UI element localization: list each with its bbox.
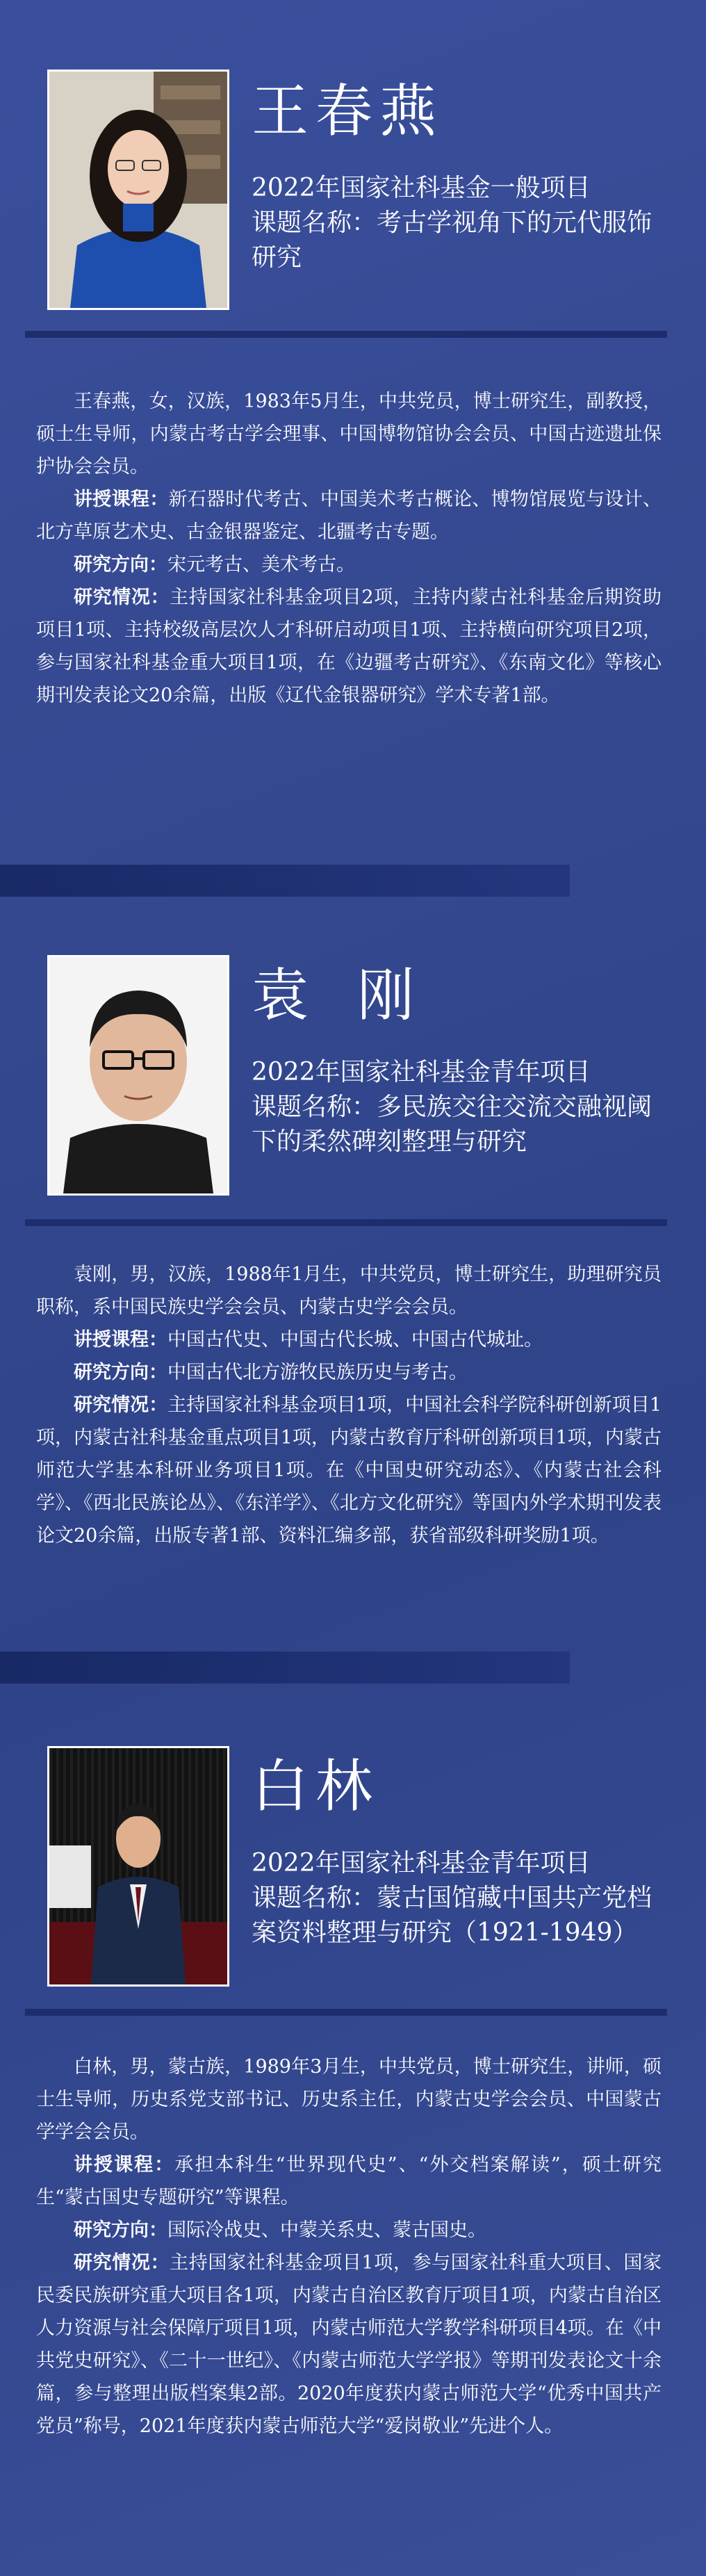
project-type: 2022年国家社科基金一般项目	[252, 174, 591, 202]
status-label: 研究情况：	[74, 1394, 168, 1416]
bio-research	[36, 2214, 662, 2247]
profile-photo	[47, 70, 229, 310]
project-info	[252, 171, 668, 275]
research-text: 中国古代北方游牧民族历史与考古。	[167, 1362, 468, 1383]
portrait-image	[49, 957, 227, 1193]
person-name: 王春燕	[252, 79, 444, 145]
separator-band	[0, 865, 570, 897]
bio-research	[36, 1356, 662, 1389]
status-text: 主持国家社科基金项目2项，主持内蒙古社科基金后期资助项目1项、主持校级高层次人才科研启动项目1项、主持横向研究项目2项，参与国家社科基金重大项目1项，在《边疆考古研究》、《东南文化》等核心期刊发表论文20余篇，出版《辽代金银器研究》学术专著1部。	[36, 587, 662, 706]
person-name: 袁 刚	[252, 963, 430, 1029]
bio-courses	[36, 1323, 662, 1356]
bio-status	[36, 1389, 662, 1552]
courses-text: 中国古代史、中国古代长城、中国古代城址。	[167, 1329, 543, 1351]
courses-label: 讲授课程：	[74, 489, 169, 510]
profile-photo	[47, 955, 229, 1196]
status-label: 研究情况：	[74, 2252, 170, 2274]
project-type: 2022年国家社科基金青年项目	[252, 1849, 591, 1877]
research-label: 研究方向：	[74, 1362, 167, 1383]
bio-courses	[36, 483, 662, 548]
portrait-image	[49, 1748, 227, 1984]
project-title: 课题名称：蒙古国馆藏中国共产党档案资料整理与研究（1921-1949）	[252, 1884, 652, 1947]
portrait-image	[49, 72, 227, 308]
project-title: 课题名称：多民族交往交流交融视阈下的柔然碑刻整理与研究	[252, 1093, 652, 1156]
person-name: 白林	[252, 1754, 380, 1820]
bio-intro: 王春燕，女，汉族，1983年5月生，中共党员，博士研究生，副教授，硕士生导师，内蒙古考古学会理事、中国博物馆协会会员、中国古迹遗址保护协会会员。	[36, 391, 662, 478]
status-text: 主持国家社科基金项目1项，参与国家社科重大项目、国家民委民族研究重大项目各1项，内蒙古自治区教育厅项目1项，内蒙古自治区人力资源与社会保障厅项目1项，内蒙古师范大学教学科研项目4项。在《中共党史研究》、《二十一世纪》、《内蒙古师范大学学报》等期刊发表论文十余篇，参与整理出版档案集2部。2020年度获内蒙古师范大学“优秀中国共产党员”称号，2021年度获内蒙古师范大学“爱岗敬业”先进个人。	[36, 2252, 662, 2437]
status-text: 主持国家社科基金项目1项，中国社会科学院科研创新项目1项，内蒙古社科基金重点项目1项，内蒙古教育厅科研创新项目1项，内蒙古师范大学基本科研业务项目1项。在《中国史研究动态》、《内蒙古社会科学》、《西北民族论丛》、《东洋学》、《北方文化研究》等国内外学术期刊发表论文20余篇，出版专著1部、资料汇编多部，获省部级科研奖励1项。	[36, 1394, 662, 1547]
bio-status	[36, 581, 662, 712]
research-text: 宋元考古、美术考古。	[167, 554, 355, 576]
section-divider	[25, 2009, 667, 2016]
courses-label: 讲授课程：	[74, 1329, 167, 1351]
bio-status	[36, 2247, 662, 2443]
project-info	[252, 1055, 668, 1159]
project-info	[252, 1846, 668, 1950]
separator-band	[0, 1652, 570, 1684]
research-text: 国际冷战史、中蒙关系史、蒙古国史。	[167, 2219, 486, 2241]
courses-text: 承担本科生“世界现代史”、“外交档案解读”，硕士研究生“蒙古国史专题研究”等课程。	[36, 2154, 662, 2208]
research-label: 研究方向：	[74, 554, 167, 576]
bio-research	[36, 548, 662, 581]
section-divider	[25, 331, 667, 338]
profile-photo	[47, 1746, 229, 1987]
courses-text: 新石器时代考古、中国美术考古概论、博物馆展览与设计、北方草原艺术史、古金银器鉴定、北疆考古专题。	[36, 489, 662, 543]
project-title: 课题名称：考古学视角下的元代服饰研究	[252, 209, 652, 272]
courses-label: 讲授课程：	[74, 2154, 175, 2176]
biography	[36, 1258, 662, 1552]
bio-intro: 白林，男，蒙古族，1989年3月生，中共党员，博士研究生，讲师，硕士生导师，历史系党支部书记、历史系主任，内蒙古史学会会员、中国蒙古学学会会员。	[36, 2056, 662, 2143]
section-divider	[25, 1219, 667, 1226]
bio-courses	[36, 2149, 662, 2214]
project-type: 2022年国家社科基金青年项目	[252, 1058, 591, 1086]
biography	[36, 385, 662, 712]
status-label: 研究情况：	[74, 587, 170, 608]
bio-intro: 袁刚，男，汉族，1988年1月生，中共党员，博士研究生，助理研究员职称，系中国民族史学会会员、内蒙古史学会会员。	[36, 1264, 662, 1318]
biography	[36, 2051, 662, 2443]
research-label: 研究方向：	[74, 2219, 167, 2241]
